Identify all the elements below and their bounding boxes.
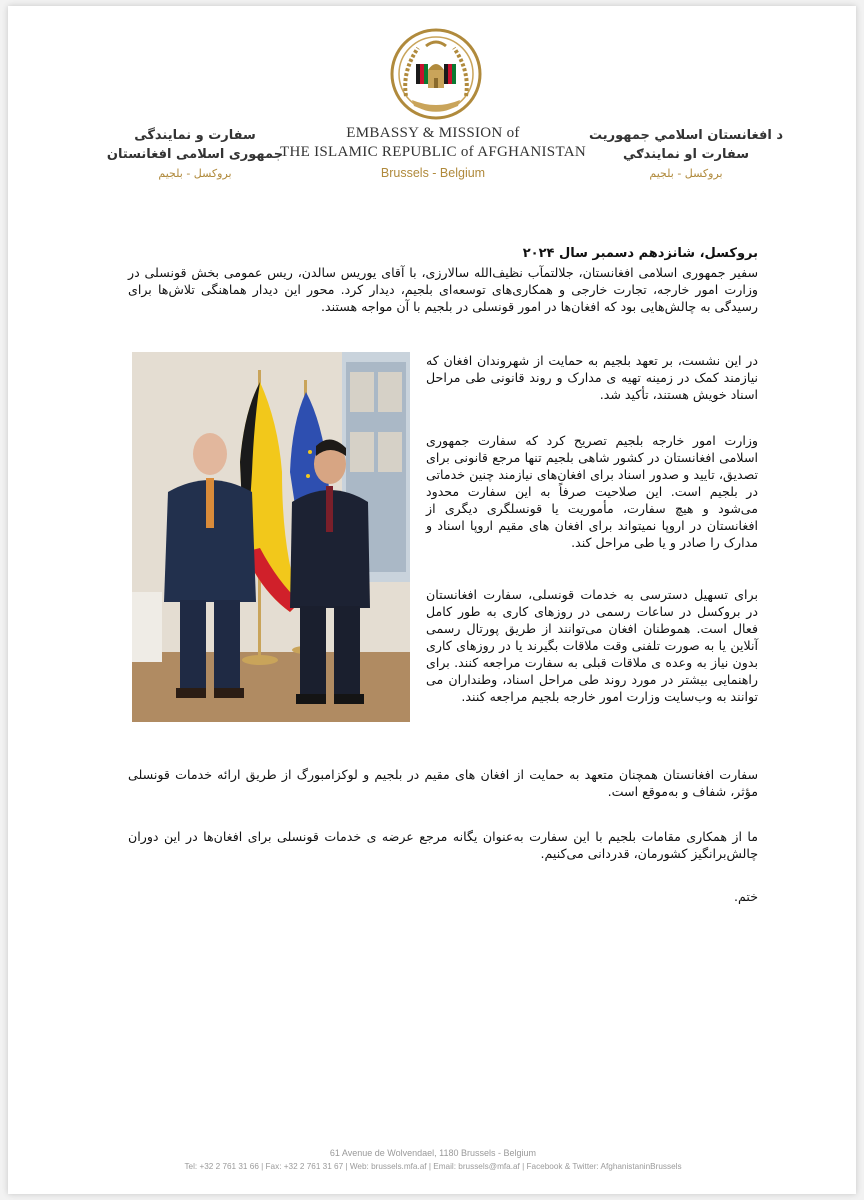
meeting-photo [132, 352, 410, 722]
paragraph-1: در این نشست، بر تعهد بلجیم به حمایت از شهروندان افغان که نیازمند کمک در زمینه تهیه ی مدارک و روند قانونی طی مراحل اسناد خویش هستند، تأکید شد. [426, 353, 758, 402]
closing-text: ختم. [734, 889, 758, 904]
footer-address: 61 Avenue de Wolvendael, 1180 Brussels - Belgium [329, 1148, 537, 1158]
header-dari-city: بروکسل - بلجيم [158, 167, 232, 180]
header-pashto-block [586, 126, 786, 180]
paragraph-4: سفارت افغانستان همچنان متعهد به حمایت از افغان های مقیم در بلجیم و لوکزامبورگ از طریق ارائه خدمات قونسلی مؤثر، شفاف و به‌موقع است. [128, 767, 758, 799]
header-pashto-line1: د افغانستان اسلامي جمهوریت [588, 128, 784, 143]
paragraph-3: برای تسهیل دسترسی به خدمات قونسلی، سفارت افغانستان در بروکسل در ساعات رسمی در روزهای کاری به طور کامل فعال است. هموطنان افغان می‌توانند از طریق پورتال رسمی آنلاین یا به صورت تلفنی وقت ملاقات بگیرند یا در روزهای کاری بدون نیاز به وعده ی ملاقات قبلی به سفارت مراجعه کنند. برای راهنمایی بیشتر در مورد روند طی مراحل اسناد، وطنداران می توانند به وب‌سایت وزارت امور خارجه بلجیم مراجعه کنند. [426, 587, 758, 704]
header-pashto-city: بروکسل - بلجيم [649, 167, 723, 180]
intro-paragraph: سفیر جمهوری اسلامی افغانستان، جلالتمآب نظیف‌الله سالارزی، با آقای یوریس سالدن، ریس عمومی بخش قونسلی در وزارت امور خارجه، تجارت خارجی و همکاری‌های توسعه‌ای بلجیم، دیدار کرد. محور این دیدار هماهنگی تلاش‌ها برای رسیدگی به چالش‌هایی بود که افغان‌ها در امور قونسلی در بلجیم با آن مواجه هستند. [128, 265, 758, 314]
header-english-city: Brussels - Belgium [380, 166, 486, 180]
header-pashto-line2: سفارت او نمایندګي [622, 147, 750, 162]
page-footer [128, 1148, 738, 1171]
document-page [8, 6, 856, 1194]
header-dari-line2: جمهوری اسلامی افغانستان [106, 147, 284, 162]
paragraph-2: وزارت امور خارجه بلجیم تصریح کرد که سفارت جمهوری اسلامی افغانستان در کشور شاهی بلجیم تنها مرجع قانونی برای تصدیق، تایید و صدور اسناد برای افغان‌های نیازمند چنین خدماتی در بلجیم است. این صلاحیت صرفاً به این سفارت محدود می‌شود و هیچ سفارت، مأموریت یا قونسلگری دیگری از افغانستان در اروپا نمیتواند برای افغان های مقیم اروپا اسناد و مدارک را صادر و یا طی مراحل کند. [426, 433, 758, 550]
header-english-line2: THE ISLAMIC REPUBLIC of AFGHANISTAN [280, 144, 586, 160]
header-english-block [278, 124, 588, 180]
document-date-title: بروکسل، شانزدهم دسمبر سال ۲۰۲۴ [522, 246, 758, 261]
paragraph-5: ما از همکاری مقامات بلجیم با این سفارت به‌عنوان یگانه مرجع عرضه ی خدمات قونسلی برای افغان‌ها در این دوران چالش‌برانگیز کشورمان، قدردانی می‌کنیم. [128, 829, 758, 861]
footer-contacts: Tel: +32 2 761 31 66 | Fax: +32 2 761 31 67 | Web: brussels.mfa.af | Email: brussels@mfa.af | Facebook & Twitter: AfghanistaninBrussels [184, 1162, 682, 1171]
national-emblem-icon [388, 26, 484, 122]
header-dari-line1: سفارت و نمایندگی [134, 128, 256, 143]
header-dari-block [100, 126, 290, 180]
header-english-line1: EMBASSY & MISSION of [346, 125, 520, 141]
